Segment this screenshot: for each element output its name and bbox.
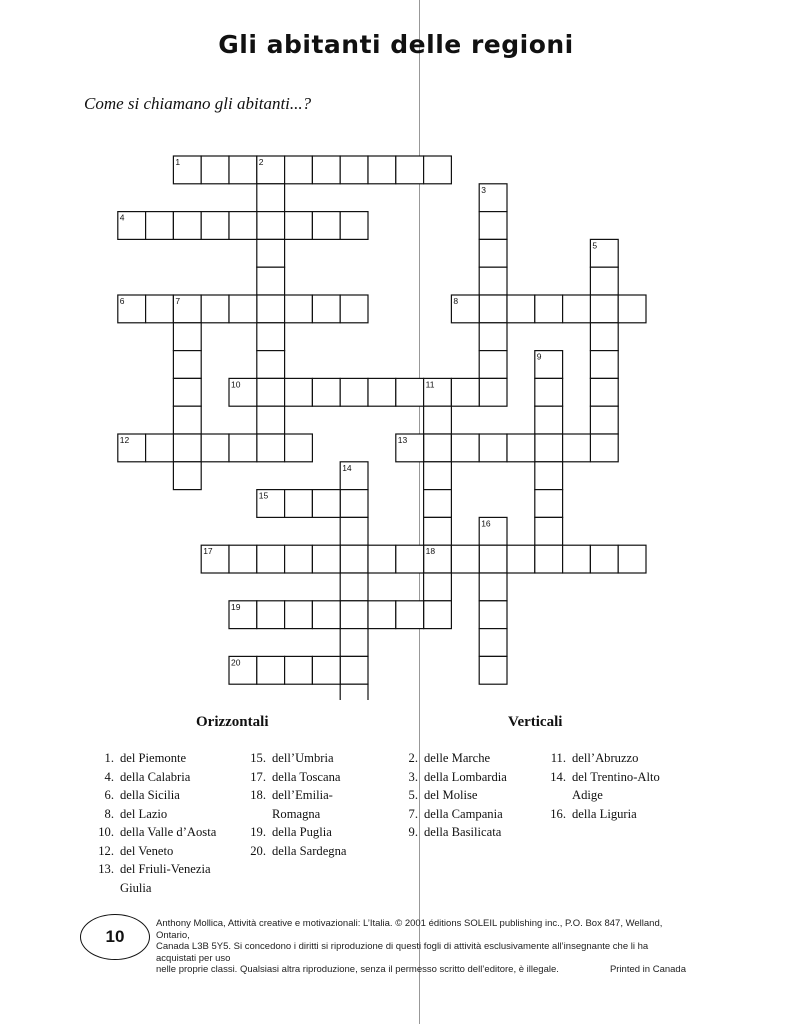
- down-clue: [388, 823, 507, 842]
- across-heading: Orizzontali: [196, 714, 269, 730]
- crossword-cell[interactable]: [479, 434, 507, 462]
- clue-text: della Sicilia: [120, 788, 180, 802]
- clue-text: della Liguria: [572, 806, 637, 821]
- clue-number-17: 17: [203, 546, 213, 557]
- down-clue: [536, 749, 660, 768]
- crossword-cell[interactable]: [535, 434, 563, 462]
- crossword-cell[interactable]: [173, 406, 201, 434]
- crossword-cell[interactable]: [368, 156, 396, 184]
- copyright-notice: [156, 918, 686, 976]
- clue-number-5: 5: [592, 240, 598, 251]
- crossword-cell[interactable]: [201, 212, 229, 240]
- down-clue: [536, 768, 660, 787]
- crossword-cell[interactable]: [257, 212, 285, 240]
- crossword-cell[interactable]: [340, 545, 368, 573]
- crossword-cell[interactable]: [285, 434, 313, 462]
- crossword-cell[interactable]: [312, 212, 340, 240]
- crossword-cell[interactable]: [479, 573, 507, 601]
- crossword-cell[interactable]: [285, 295, 313, 323]
- clue-number-1: 1: [175, 157, 181, 167]
- crossword-cell[interactable]: [479, 323, 507, 351]
- clue-text: del Friuli-Venezia: [120, 862, 211, 876]
- crossword-cell[interactable]: [173, 212, 201, 240]
- crossword-cell[interactable]: [173, 462, 201, 490]
- crossword-cell[interactable]: [312, 378, 340, 406]
- crossword-cell[interactable]: [479, 601, 507, 629]
- clue-number: 4.: [104, 769, 114, 784]
- clue-text: dell’Emilia-: [272, 788, 333, 802]
- crossword-cell[interactable]: [312, 601, 340, 629]
- clue-number: [84, 879, 120, 898]
- clue-number-6: 6: [119, 296, 125, 306]
- clue-number: 3.: [408, 769, 418, 784]
- crossword-cell[interactable]: [590, 434, 618, 462]
- clue-number: 19.: [250, 825, 266, 839]
- crossword-cell[interactable]: [340, 684, 368, 700]
- across-clue: [84, 805, 216, 824]
- crossword-cell[interactable]: [590, 406, 618, 434]
- crossword-cell[interactable]: [340, 601, 368, 629]
- across-clue: [84, 786, 216, 805]
- crossword-cell[interactable]: [312, 545, 340, 573]
- across-clue: [236, 805, 346, 824]
- down-clue: [388, 786, 507, 805]
- crossword-cell[interactable]: [396, 378, 424, 406]
- clue-number: 16.: [550, 806, 566, 821]
- across-clue: [236, 842, 346, 861]
- crossword-cell[interactable]: [424, 490, 452, 518]
- crossword-cell[interactable]: [618, 545, 646, 573]
- clue-number: 18.: [250, 788, 266, 802]
- crossword-cell[interactable]: [201, 434, 229, 462]
- page-number-badge: 10: [80, 914, 150, 960]
- crossword-cell[interactable]: [257, 184, 285, 212]
- crossword-cell[interactable]: [507, 545, 535, 573]
- clue-text: della Toscana: [272, 769, 341, 784]
- clue-number-4: 4: [119, 212, 125, 223]
- down-heading: Verticali: [508, 714, 563, 730]
- clue-number-7: 7: [175, 296, 181, 306]
- crossword-cell[interactable]: [312, 490, 340, 518]
- crossword-cell[interactable]: [396, 545, 424, 573]
- clue-number-12: 12: [119, 435, 130, 445]
- across-clue: [84, 823, 216, 842]
- crossword-cell[interactable]: [285, 601, 313, 629]
- crossword-cell[interactable]: [368, 545, 396, 573]
- crossword-cell[interactable]: [285, 378, 313, 406]
- across-clues-column-1: [84, 749, 216, 897]
- clue-number: 13.: [98, 862, 114, 876]
- clue-number-14: 14: [342, 462, 352, 473]
- crossword-cell[interactable]: [590, 295, 618, 323]
- clue-number-19: 19: [231, 601, 241, 612]
- crossword-cell[interactable]: [173, 351, 201, 379]
- crossword-cell[interactable]: [590, 351, 618, 379]
- crossword-cell[interactable]: [229, 545, 257, 573]
- clue-text: del Trentino-Alto: [572, 769, 660, 784]
- crossword-cell[interactable]: [479, 239, 507, 267]
- crossword-cell[interactable]: [201, 295, 229, 323]
- clue-number-13: 13: [397, 435, 408, 445]
- crossword-cell[interactable]: [257, 378, 285, 406]
- crossword-cell[interactable]: [451, 545, 479, 573]
- crossword-cell[interactable]: [257, 323, 285, 351]
- clue-number: [536, 786, 572, 805]
- crossword-cell[interactable]: [590, 378, 618, 406]
- across-clue: [84, 768, 216, 787]
- crossword-cell[interactable]: [424, 573, 452, 601]
- crossword-cell[interactable]: [173, 434, 201, 462]
- clue-number: 12.: [98, 843, 114, 858]
- crossword-cell[interactable]: [229, 295, 257, 323]
- across-clue: [84, 879, 216, 898]
- crossword-cell[interactable]: [396, 156, 424, 184]
- clue-number-3: 3: [481, 184, 486, 195]
- clue-text: Adige: [572, 788, 603, 802]
- crossword-cell[interactable]: [173, 323, 201, 351]
- crossword-cell[interactable]: [535, 462, 563, 490]
- crossword-cell[interactable]: [229, 156, 257, 184]
- crossword-cell[interactable]: [479, 629, 507, 657]
- clue-number-18: 18: [425, 546, 436, 557]
- clue-text: della Basilicata: [424, 825, 502, 839]
- crossword-cell[interactable]: [479, 212, 507, 240]
- clue-number: 5.: [408, 788, 418, 802]
- down-clue: [536, 786, 660, 805]
- crossword-cell[interactable]: [563, 434, 591, 462]
- clue-number: 2.: [408, 751, 418, 765]
- crossword-cell[interactable]: [340, 490, 368, 518]
- crossword-cell[interactable]: [590, 267, 618, 295]
- clue-number-8: 8: [453, 296, 459, 306]
- clue-number-16: 16: [481, 518, 491, 529]
- crossword-cell[interactable]: [146, 434, 174, 462]
- clue-number: 11.: [550, 751, 566, 765]
- clue-text: del Piemonte: [120, 751, 187, 765]
- crossword-cell[interactable]: [312, 156, 340, 184]
- clue-text: delle Marche: [424, 751, 491, 765]
- crossword-cell[interactable]: [340, 156, 368, 184]
- crossword-cell[interactable]: [424, 156, 452, 184]
- crossword-cell[interactable]: [535, 517, 563, 545]
- crossword-cell[interactable]: [368, 378, 396, 406]
- clue-number: 15.: [250, 751, 266, 765]
- crossword-cell[interactable]: [340, 573, 368, 601]
- clue-number: 20.: [250, 843, 266, 858]
- down-clue: [388, 749, 507, 768]
- down-clue: [388, 805, 507, 824]
- crossword-cell[interactable]: [563, 295, 591, 323]
- crossword-cell[interactable]: [285, 156, 313, 184]
- clue-number: 8.: [104, 806, 114, 821]
- clue-text: della Sardegna: [272, 843, 347, 858]
- crossword-cell[interactable]: [285, 656, 313, 684]
- crossword-cell[interactable]: [340, 378, 368, 406]
- crossword-cell[interactable]: [257, 434, 285, 462]
- down-clue: [536, 805, 660, 824]
- crossword-cell[interactable]: [285, 545, 313, 573]
- crossword-cell[interactable]: [451, 434, 479, 462]
- crossword-cell[interactable]: [424, 406, 452, 434]
- crossword-cell[interactable]: [424, 462, 452, 490]
- copyright-line-2: Canada L3B 5Y5. Si concedono i diritti si riproduzione di questi fogli di attività esclusivamente all’insegnante che li ha acquistati per uso: [156, 941, 649, 964]
- page-title: Gli abitanti delle regioni: [218, 30, 574, 59]
- crossword-cell[interactable]: [340, 629, 368, 657]
- crossword-cell[interactable]: [507, 295, 535, 323]
- clue-text: della Lombardia: [424, 769, 507, 784]
- copyright-line-1: Anthony Mollica, Attività creative e motivazionali: L’Italia. © 2001 éditions SOLEIL publishing inc., P.O. Box 847, Welland, Ontario,: [156, 918, 663, 941]
- across-clue: [236, 768, 346, 787]
- crossword-cell[interactable]: [479, 656, 507, 684]
- crossword-cell[interactable]: [535, 545, 563, 573]
- crossword-cell[interactable]: [340, 212, 368, 240]
- crossword-cell[interactable]: [229, 212, 257, 240]
- crossword-cell[interactable]: [340, 517, 368, 545]
- page-subtitle: Come si chiamano gli abitanti...?: [84, 94, 312, 113]
- across-clues-column-2: [236, 749, 346, 860]
- clue-text: della Puglia: [272, 825, 332, 839]
- clue-text: dell’Abruzzo: [572, 751, 639, 765]
- crossword-cell[interactable]: [312, 656, 340, 684]
- across-clue: [84, 842, 216, 861]
- clue-number: 1.: [104, 751, 114, 765]
- crossword-cell[interactable]: [424, 601, 452, 629]
- clue-number: 14.: [550, 769, 566, 784]
- clue-number: 7.: [408, 806, 418, 821]
- clue-text: della Campania: [424, 806, 503, 821]
- crossword-cell[interactable]: [340, 295, 368, 323]
- clue-text: della Calabria: [120, 769, 191, 784]
- crossword-cell[interactable]: [451, 378, 479, 406]
- crossword-cell[interactable]: [257, 295, 285, 323]
- across-clue: [236, 823, 346, 842]
- down-clues-column-1: [388, 749, 507, 842]
- crossword-cell[interactable]: [479, 351, 507, 379]
- copyright-line-3: nelle proprie classi. Qualsiasi altra riproduzione, senza il permesso scritto dell’editore, è illegale.: [156, 964, 559, 976]
- clue-number-9: 9: [536, 351, 542, 362]
- crossword-cell[interactable]: [285, 490, 313, 518]
- across-clue: [236, 786, 346, 805]
- crossword-cell[interactable]: [285, 212, 313, 240]
- down-clues-column-2: [536, 749, 660, 823]
- crossword-cell[interactable]: [312, 295, 340, 323]
- crossword-cell[interactable]: [368, 601, 396, 629]
- crossword-cell[interactable]: [340, 656, 368, 684]
- crossword-cell[interactable]: [201, 156, 229, 184]
- clue-text: Giulia: [120, 880, 152, 895]
- crossword-cell[interactable]: [396, 601, 424, 629]
- down-clue: [388, 768, 507, 787]
- printed-in-label: Printed in Canada: [609, 964, 686, 976]
- clue-text: del Veneto: [120, 843, 174, 858]
- clue-number-10: 10: [231, 379, 241, 390]
- clue-number-2: 2: [258, 157, 264, 167]
- clue-text: del Molise: [424, 788, 478, 802]
- crossword-cell[interactable]: [257, 267, 285, 295]
- crossword-cell[interactable]: [257, 601, 285, 629]
- across-clue: [84, 860, 216, 879]
- crossword-cell[interactable]: [535, 378, 563, 406]
- crossword-cell[interactable]: [173, 378, 201, 406]
- crossword-cell[interactable]: [146, 212, 174, 240]
- clue-number-20: 20: [231, 657, 241, 668]
- crossword-cell[interactable]: [424, 517, 452, 545]
- crossword-cell[interactable]: [535, 295, 563, 323]
- clue-number: 6.: [104, 788, 114, 802]
- crossword-cell[interactable]: [535, 406, 563, 434]
- crossword-cell[interactable]: [479, 545, 507, 573]
- across-clue: [84, 749, 216, 768]
- crossword-cell[interactable]: [424, 434, 452, 462]
- crossword-cell[interactable]: [535, 490, 563, 518]
- crossword-cell[interactable]: [563, 545, 591, 573]
- clue-text: della Valle d’Aosta: [120, 825, 217, 839]
- clue-number-15: 15: [258, 490, 269, 501]
- clue-number: 17.: [250, 769, 266, 784]
- clue-number: 10.: [98, 825, 114, 839]
- crossword-cell[interactable]: [229, 434, 257, 462]
- crossword-cell[interactable]: [479, 378, 507, 406]
- crossword-cell[interactable]: [590, 323, 618, 351]
- clue-number: 9.: [408, 825, 418, 839]
- across-clue: [236, 749, 346, 768]
- crossword-cell[interactable]: [257, 545, 285, 573]
- crossword-cell[interactable]: [257, 351, 285, 379]
- clue-number-11: 11: [425, 379, 435, 390]
- clue-text: Romagna: [272, 806, 321, 821]
- crossword-cell[interactable]: [257, 656, 285, 684]
- crossword-cell[interactable]: [618, 295, 646, 323]
- clue-text: dell’Umbria: [272, 751, 334, 765]
- crossword-cell[interactable]: [590, 545, 618, 573]
- crossword-cell[interactable]: [257, 239, 285, 267]
- clue-text: del Lazio: [120, 806, 168, 821]
- crossword-cell[interactable]: [479, 267, 507, 295]
- crossword-cell[interactable]: [146, 295, 174, 323]
- crossword-cell[interactable]: [257, 406, 285, 434]
- crossword-cell[interactable]: [479, 295, 507, 323]
- crossword-cell[interactable]: [507, 434, 535, 462]
- clue-number: [236, 805, 272, 824]
